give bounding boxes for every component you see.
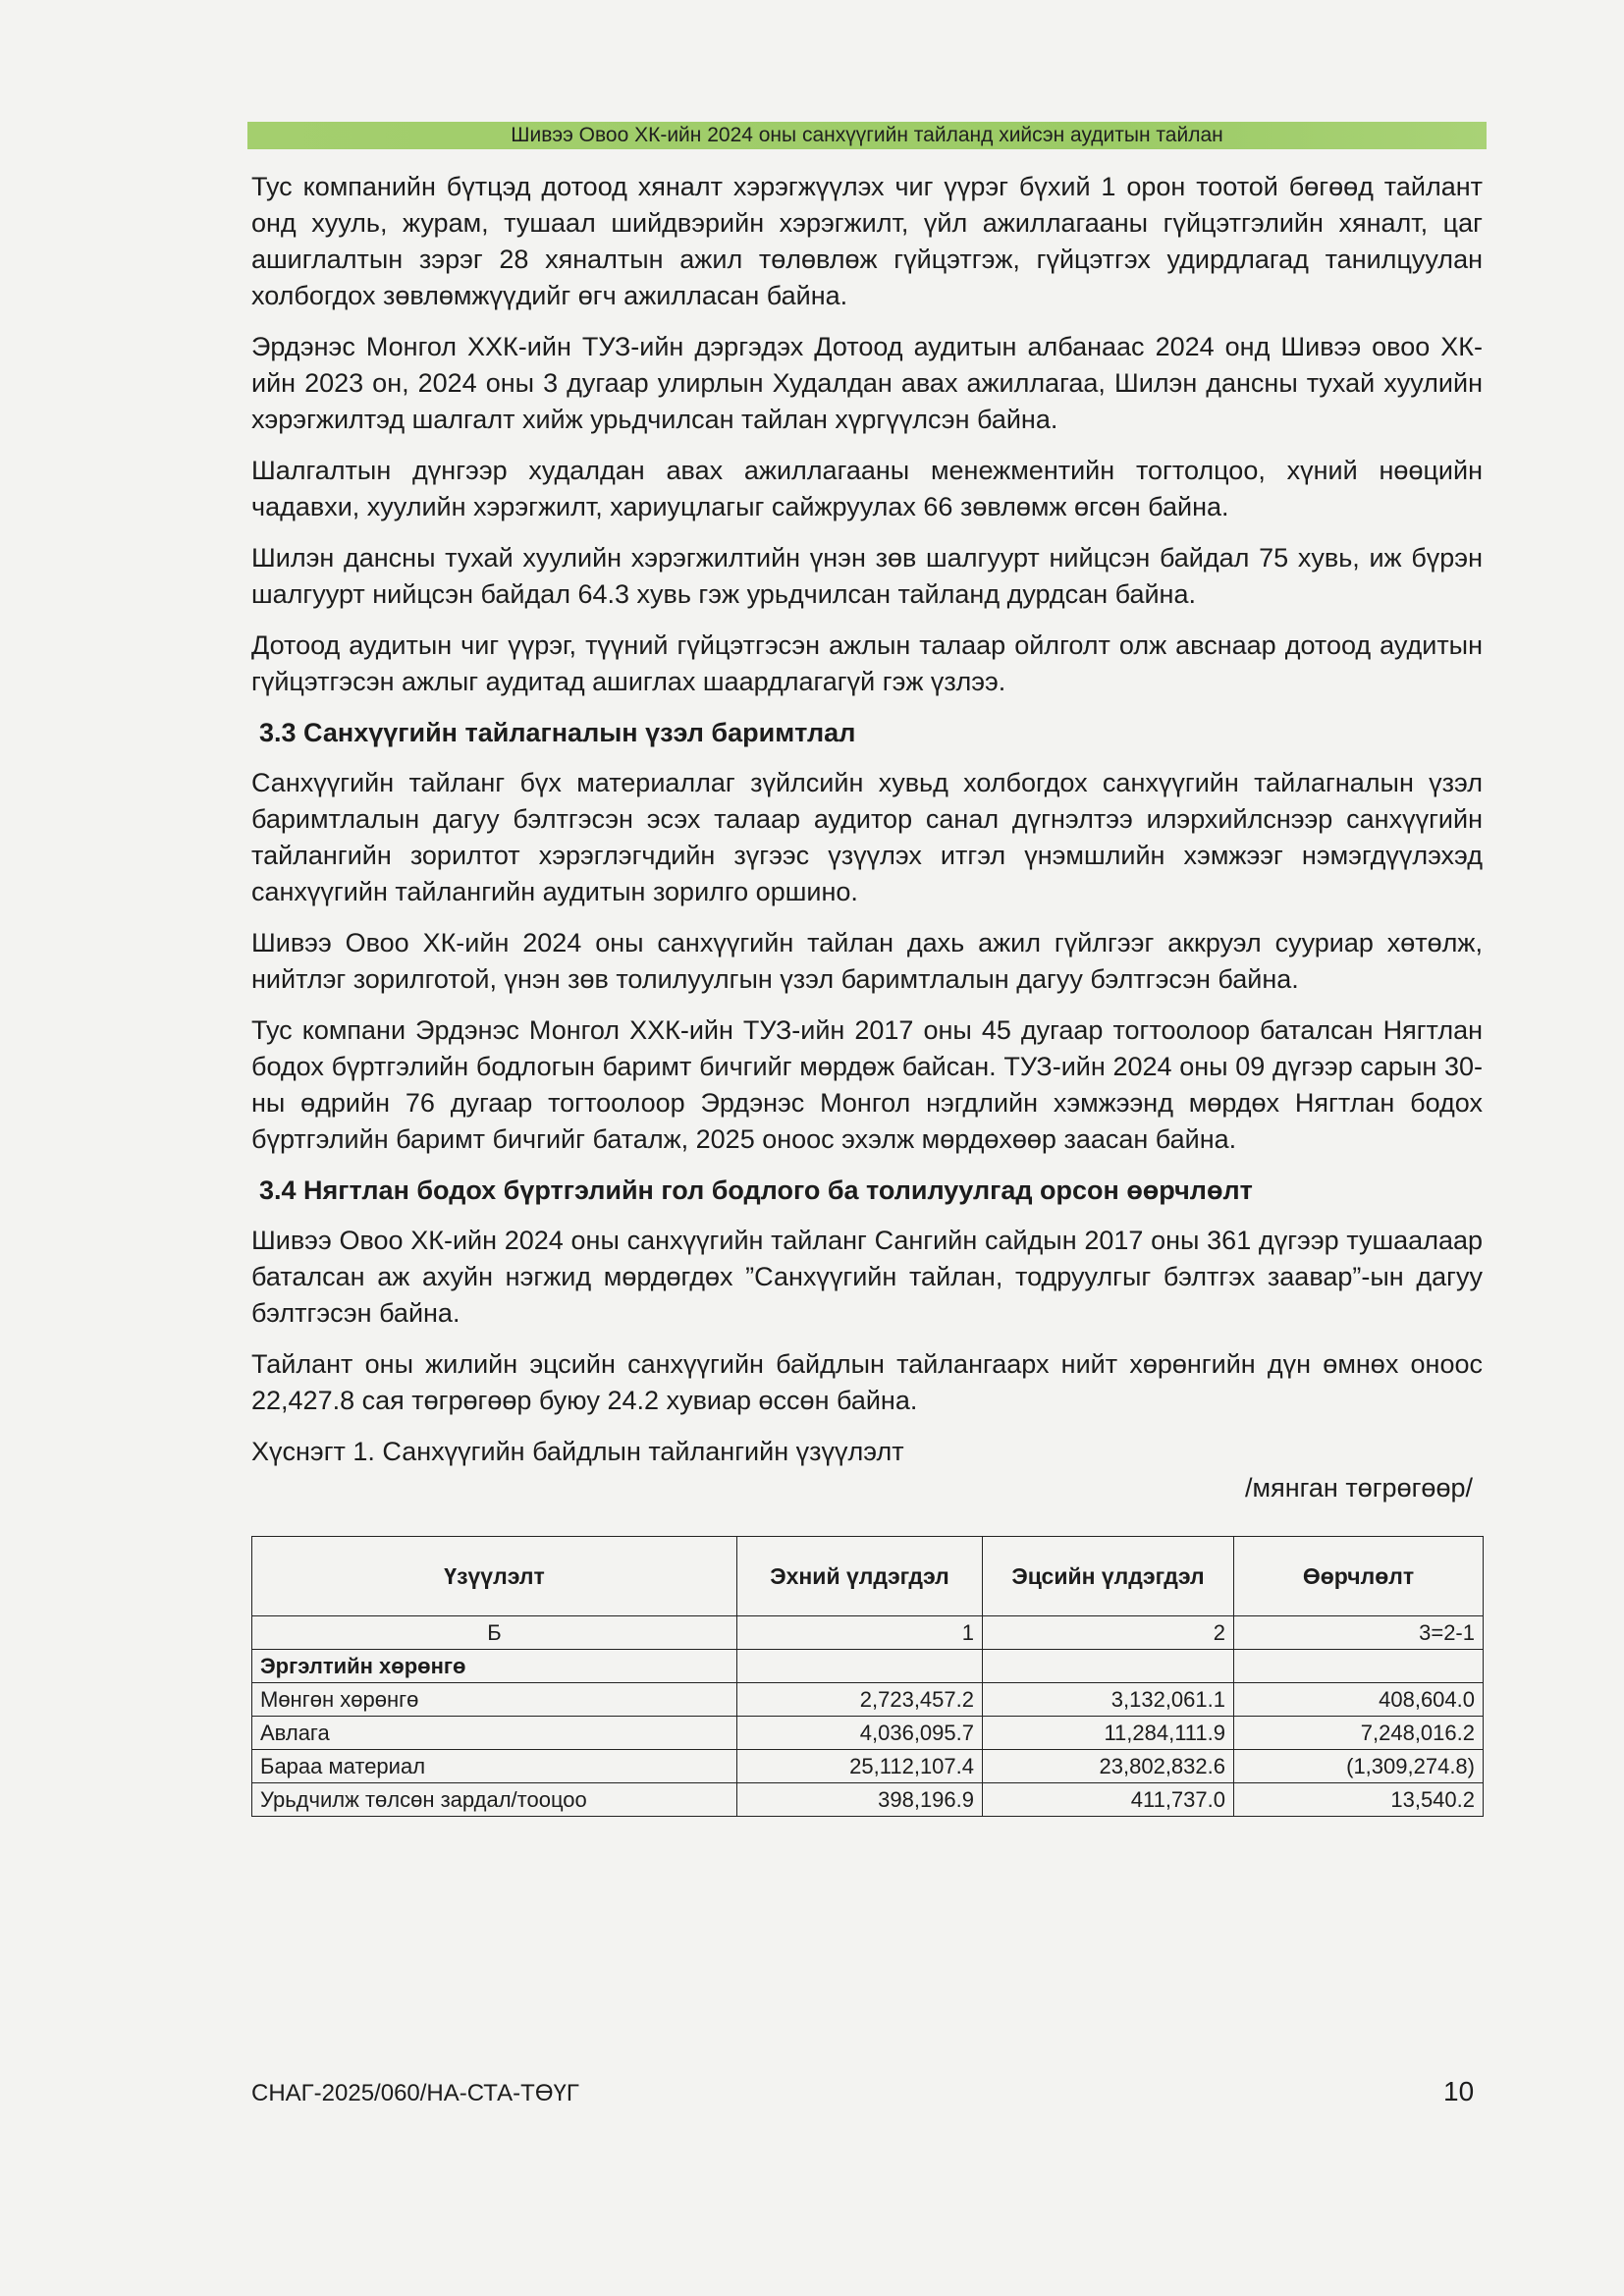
document-code: СНАГ-2025/060/НА-СТА-ТӨҮГ [251, 2080, 579, 2106]
table-cell: 408,604.0 [1234, 1683, 1484, 1717]
column-header: Өөрчлөлт [1234, 1537, 1484, 1616]
column-header: Эхний үлдэгдэл [737, 1537, 983, 1616]
financial-position-table [251, 1536, 1484, 1817]
table-cell: 2 [983, 1616, 1234, 1650]
paragraph: Эрдэнэс Монгол ХХК-ийн ТУЗ-ийн дэргэдэх Дотоод аудитын албанаас 2024 онд Шивээ овоо ХК-ийн 2023 он, 2024 оны 3 дугаар улирлын Худалдан авах ажиллагаа, Шилэн дансны тухай хуулийн хэрэгжилтэд шалгалт хийж урьдчилсан тайлан хүргүүлсэн байна. [251, 332, 1483, 434]
table-row [252, 1750, 1484, 1783]
table-row [252, 1683, 1484, 1717]
table-cell: Авлага [252, 1717, 737, 1750]
paragraph: Санхүүгийн тайланг бүх материаллаг зүйлсийн хувьд холбогдох санхүүгийн тайлагналын үзэл баримтлалын дагуу бэлтгэсэн эсэх талаар аудитор санал дүгнэлтээ илэрхийлснээр санхүүгийн тайлангийн зорилтот хэрэглэгчдийн зүгээс үзүүлэх итгэл үнэмшлийн хэмжээг нэмэгдүүлэхэд санхүүгийн тайлангийн аудитын зорилго оршино. [251, 768, 1483, 906]
paragraph: Шивээ Овоо ХК-ийн 2024 оны санхүүгийн тайланг Сангийн сайдын 2017 оны 361 дүгээр тушаалаар баталсан аж ахуйн нэгжид мөрдөгдөх ”Санхүүгийн тайлан, тодруулгыг бэлтгэх заавар”-ын дагуу бэлтгэсэн байна. [251, 1226, 1483, 1328]
table-cell: 11,284,111.9 [983, 1717, 1234, 1750]
table-cell: 398,196.9 [737, 1783, 983, 1817]
table-cell: 4,036,095.7 [737, 1717, 983, 1750]
paragraph: Тайлант оны жилийн эцсийн санхүүгийн байдлын тайлангаарх нийт хөрөнгийн дүн өмнөх оноос 22,427.8 сая төгрөгөөр буюу 24.2 хувиар өссөн байна. [251, 1349, 1483, 1415]
paragraph: Шалгалтын дүнгээр худалдан авах ажиллагааны менежментийн тогтолцоо, хүний нөөцийн чадавхи, хуулийн хэрэгжилт, хариуцлагыг сайжруулах 66 зөвлөмж өгсөн байна. [251, 456, 1483, 521]
table-unit: /мянган төгрөгөөр/ [1245, 1473, 1473, 1503]
column-header: Үзүүлэлт [252, 1537, 737, 1616]
table-section-title: Эргэлтийн хөрөнгө [252, 1650, 737, 1683]
table-cell: 3,132,061.1 [983, 1683, 1234, 1717]
table-cell: Урьдчилж төлсөн зардал/тооцоо [252, 1783, 737, 1817]
table-cell: (1,309,274.8) [1234, 1750, 1484, 1783]
section-heading-3-3: 3.3 Санхүүгийн тайлагналын үзэл баримтлал [259, 718, 856, 747]
table-index-row [252, 1616, 1484, 1650]
page-number: 10 [1443, 2076, 1475, 2106]
table-cell: Бараа материал [252, 1750, 737, 1783]
table-cell [1234, 1650, 1484, 1683]
table-section-row [252, 1650, 1484, 1683]
paragraph: Тус компани Эрдэнэс Монгол ХХК-ийн ТУЗ-ийн 2017 оны 45 дугаар тогтоолоор баталсан Нягтлан бодох бүртгэлийн бодлогын баримт бичгийг мөрдөж байсан. ТУЗ-ийн 2024 оны 09 дүгээр сарын 30-ны өдрийн 76 дугаар тогтоолоор Эрдэнэс Монгол нэгдлийн хэмжээнд мөрдөх Нягтлан бодох бүртгэлийн баримт бичгийг баталж, 2025 оноос эхэлж мөрдөхөөр заасан байна. [251, 1015, 1483, 1154]
table-cell: 411,737.0 [983, 1783, 1234, 1817]
section-heading-3-4: 3.4 Нягтлан бодох бүртгэлийн гол бодлого ба толилуулгад орсон өөрчлөлт [259, 1175, 1253, 1205]
table-cell: 3=2-1 [1234, 1616, 1484, 1650]
table-header-row [252, 1537, 1484, 1616]
running-header: Шивээ Овоо ХК-ийн 2024 оны санхүүгийн тайланд хийсэн аудитын тайлан [247, 122, 1487, 149]
table-cell: 13,540.2 [1234, 1783, 1484, 1817]
table-cell: 7,248,016.2 [1234, 1717, 1484, 1750]
paragraph: Тус компанийн бүтцэд дотоод хяналт хэрэгжүүлэх чиг үүрэг бүхий 1 орон тоотой бөгөөд тайлант онд хууль, журам, тушаал шийдвэрийн хэрэгжилт, үйл ажиллагааны гүйцэтгэлийн хяналт, цаг ашиглалтын зэрэг 28 хяналтын ажил төлөвлөж гүйцэтгэж, гүйцэтгэх удирдлагад танилцуулан холбогдох зөвлөмжүүдийг өгч ажилласан байна. [251, 172, 1483, 310]
table-cell: Б [252, 1616, 737, 1650]
table-cell: 25,112,107.4 [737, 1750, 983, 1783]
paragraph: Шилэн дансны тухай хуулийн хэрэгжилтийн үнэн зөв шалгуурт нийцсэн байдал 75 хувь, иж бүрэн шалгуурт нийцсэн байдал 64.3 хувь гэж урьдчилсан тайланд дурдсан байна. [251, 543, 1483, 609]
paragraph: Дотоод аудитын чиг үүрэг, түүний гүйцэтгэсэн ажлын талаар ойлголт олж авснаар дотоод аудитын гүйцэтгэсэн ажлыг аудитад ашиглах шаардлагагүй гэж үзлээ. [251, 630, 1483, 696]
table-cell: 1 [737, 1616, 983, 1650]
column-header: Эцсийн үлдэгдэл [983, 1537, 1234, 1616]
main-content [251, 169, 1483, 1817]
table-caption: Хүснэгт 1. Санхүүгийн байдлын тайлангийн үзүүлэлт [251, 1437, 904, 1466]
table-cell [737, 1650, 983, 1683]
table-cell [983, 1650, 1234, 1683]
table-row [252, 1717, 1484, 1750]
table-cell: 23,802,832.6 [983, 1750, 1234, 1783]
table-row [252, 1783, 1484, 1817]
paragraph: Шивээ Овоо ХК-ийн 2024 оны санхүүгийн тайлан дахь ажил гүйлгээг аккруэл сууриар хөтөлж, нийтлэг зорилготой, үнэн зөв толилуулгын үзэл баримтлалын дагуу бэлтгэсэн байна. [251, 928, 1483, 994]
table-cell: 2,723,457.2 [737, 1683, 983, 1717]
table-cell: Мөнгөн хөрөнгө [252, 1683, 737, 1717]
